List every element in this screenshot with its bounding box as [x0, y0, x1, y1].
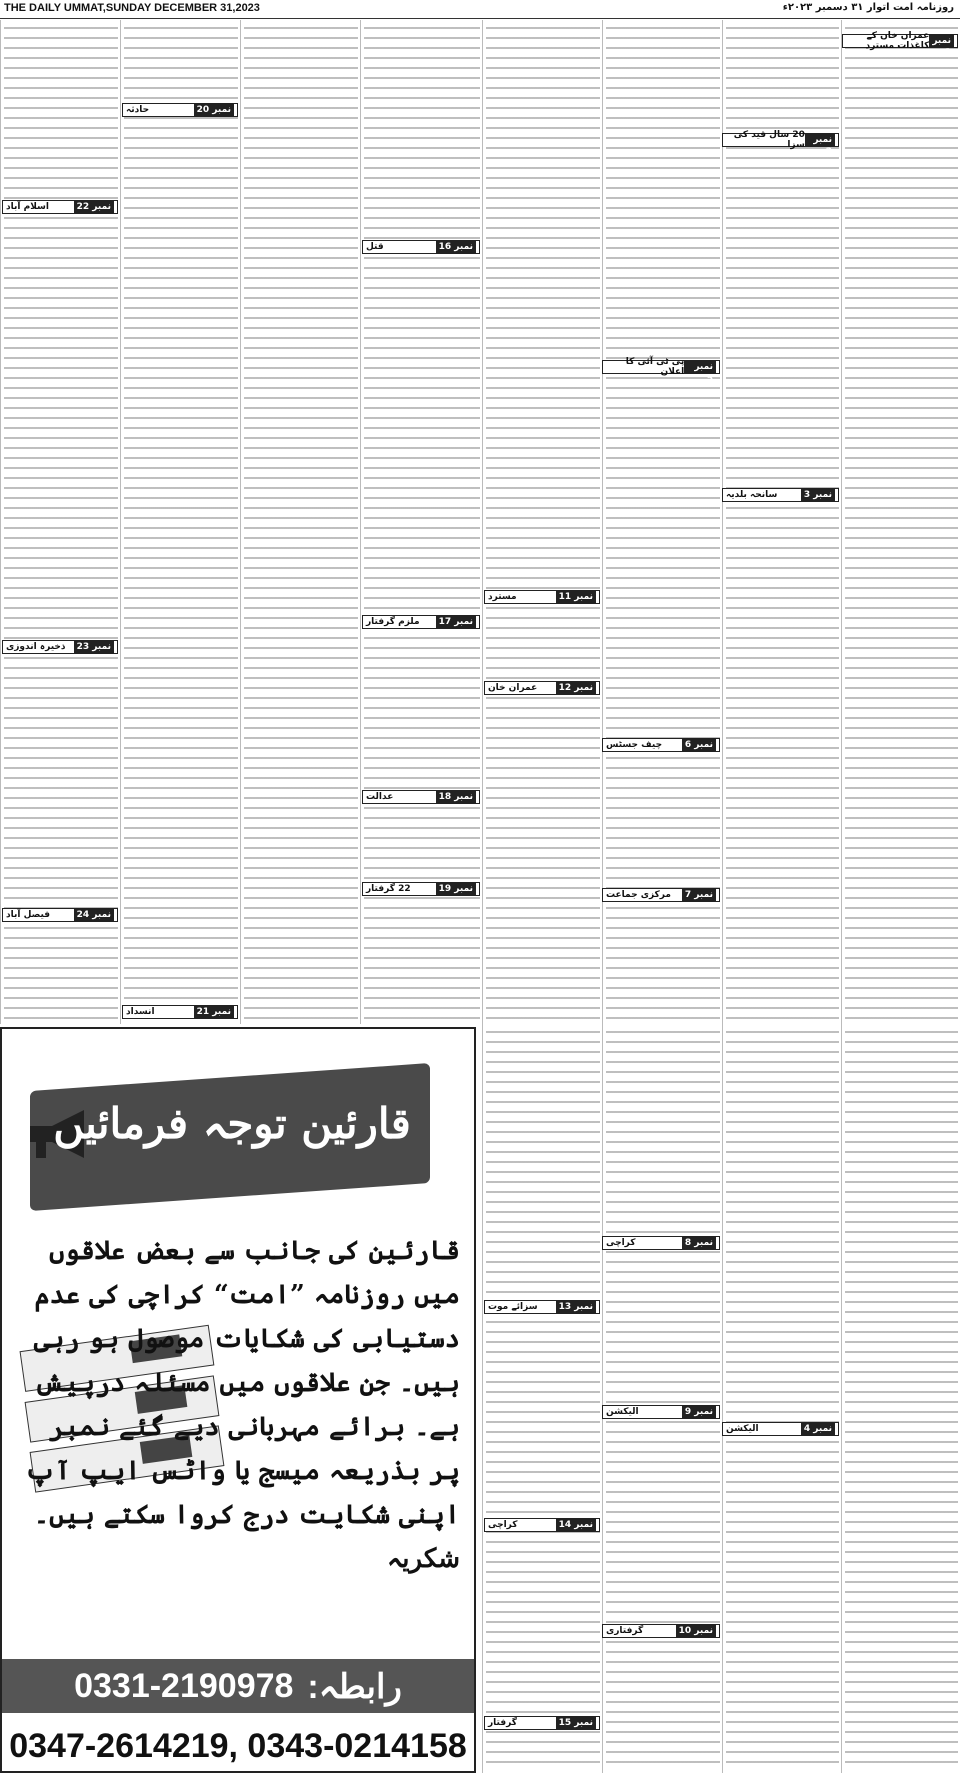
story-label: نمبر 13 سزائے موت: [484, 1300, 600, 1314]
story-label: نمبر 16 قتل: [362, 240, 480, 254]
ad-heading: قارئین توجہ فرمائیں: [53, 1099, 411, 1148]
news-column: [602, 1024, 723, 1773]
story-label: نمبر 9 الیکشن: [602, 1405, 720, 1419]
news-column: [602, 20, 723, 1024]
story-label: نمبر 1 عمران خان کے کاغذات مسترد: [842, 34, 958, 48]
story-label: نمبر 2 20 سال قید کی سزا: [722, 133, 839, 147]
contact-line-2: [2, 1719, 474, 1773]
news-column: [841, 20, 960, 1024]
news-column: [722, 20, 842, 1024]
news-column: [240, 20, 361, 1024]
contact-label: رابطہ:: [307, 1667, 402, 1706]
story-label: نمبر 7 مرکزی جماعت: [602, 888, 720, 902]
story-label: نمبر 17 ملزم گرفتار: [362, 615, 480, 629]
story-label: نمبر 22 اسلام آباد: [2, 200, 118, 214]
news-column: [722, 1024, 842, 1773]
story-label: نمبر 15 گرفتار: [484, 1716, 600, 1730]
story-label: نمبر 18 عدالت: [362, 790, 480, 804]
phone-numbers: 0347-2614219, 0343-0214158: [9, 1726, 467, 1765]
story-label: نمبر 8 کراچی: [602, 1236, 720, 1250]
story-label: نمبر 11 مسترد: [484, 590, 600, 604]
news-columns: [0, 20, 960, 1024]
news-column: [360, 20, 483, 1024]
english-date-line: THE DAILY UMMAT,SUNDAY DECEMBER 31,2023: [4, 2, 260, 14]
news-column: [120, 20, 241, 1024]
news-column: [482, 20, 603, 1024]
story-label: نمبر 6 چیف جسٹس: [602, 738, 720, 752]
story-label: نمبر 21 انسداد: [122, 1005, 238, 1019]
notice-advertisement: [0, 1027, 476, 1773]
story-label: نمبر 23 ذخیرہ اندوزی: [2, 640, 118, 654]
story-label: نمبر 10 گرفتاری: [602, 1624, 720, 1638]
story-label: نمبر 14 کراچی: [484, 1518, 600, 1532]
urdu-date-line: روزنامہ امت اتوار ۳۱ دسمبر ۲۰۲۳ء: [782, 2, 954, 13]
phone-number: 0331-2190978: [74, 1666, 294, 1705]
story-label: نمبر 24 فیصل آباد: [2, 908, 118, 922]
ad-message: قارئین کی جانب سے بعض علاقوں میں روزنامہ ”امت“ کراچی کی عدم دستیابی کی شکایات موصول ہو رہی ہیں۔ جن علاقوں میں مسئلہ درپیش ہے۔ برائے مہربانی دیے گئے نمبر پر بذریعہ میسج یا واٹس ایپ آپ اپنی شکایت درج کروا سکتے ہیں۔ شکریہ: [24, 1236, 460, 1574]
ad-thanks: شکریہ: [387, 1544, 460, 1574]
news-column: [482, 1024, 603, 1773]
story-label: نمبر 12 عمران خان: [484, 681, 600, 695]
news-column: [0, 20, 121, 1024]
news-column: [841, 1024, 960, 1773]
story-label: نمبر 5 پی ٹی آئی کا اعلان: [602, 360, 720, 374]
story-label: نمبر 19 22 گرفتار: [362, 882, 480, 896]
contact-line-1: [2, 1659, 474, 1713]
masthead-strip: [0, 0, 960, 19]
story-label: نمبر 4 الیکشن: [722, 1422, 839, 1436]
story-label: نمبر 20 حادثہ: [122, 103, 238, 117]
story-label: نمبر 3 سانحہ بلدیہ: [722, 488, 839, 502]
